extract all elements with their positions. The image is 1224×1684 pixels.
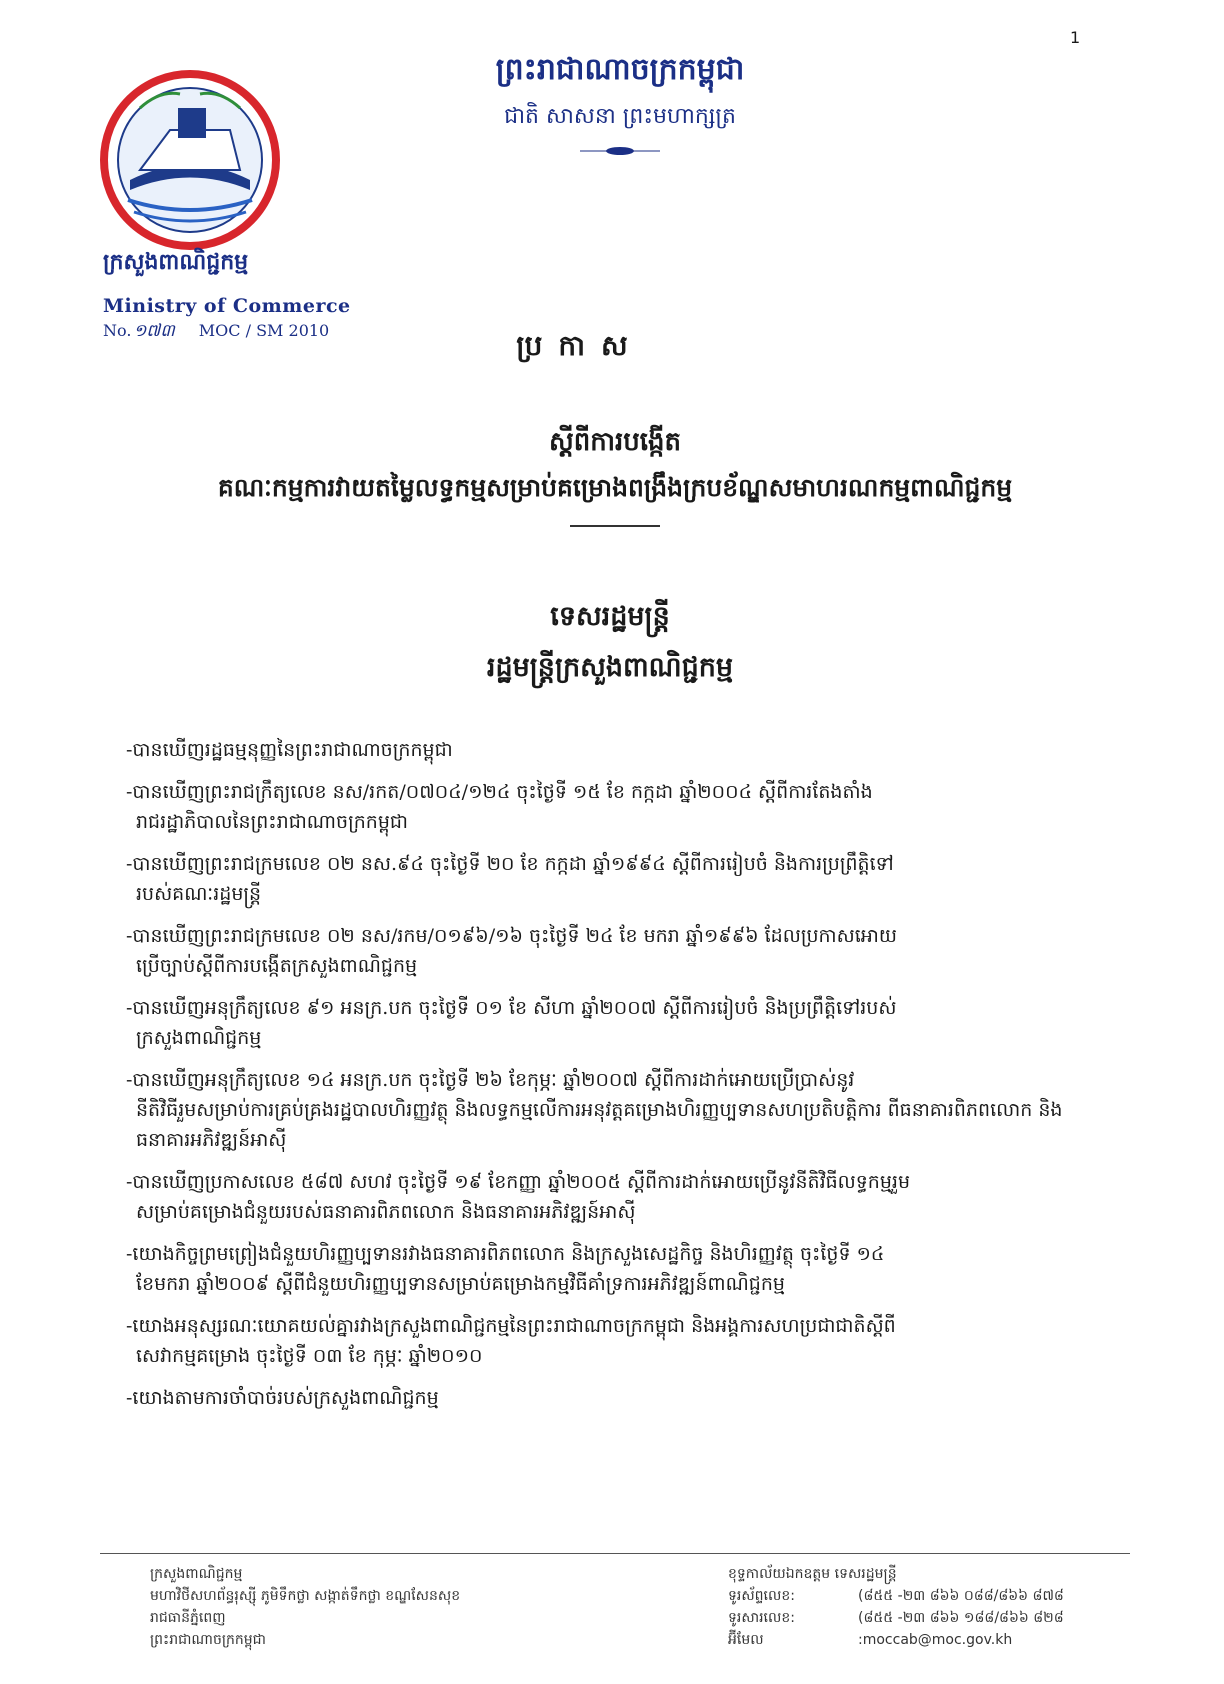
email-link[interactable]: :moccab@moc.gov.kh [858, 1632, 1013, 1648]
footer-email-row: អ៊ីមែល :moccab@moc.gov.kh [728, 1632, 1013, 1648]
list-item: -បានឃើញព្រះរាជក្រឹត្យលេខ នស/រកត/០៧០៤/១២៤ ចុះថ្ងៃទី ១៥ ខែ កក្កដា ឆ្នាំ២០០៤ ស្តីពីការតែងតាំង រាជរដ្ឋាភិបាលនៃព្រះរាជាណាចក្រកម្ពុជា [126, 781, 873, 833]
authority-line-2: រដ្ឋមន្ត្រីក្រសួងពាណិជ្ជកម្ម [486, 652, 734, 683]
ref-suffix: MOC / SM 2010 [198, 321, 330, 340]
footer-address-line: ក្រសួងពាណិជ្ជកម្ម [150, 1566, 243, 1582]
list-item: -យោងអនុស្សរណៈយោគយល់គ្នារវាងក្រសួងពាណិជ្ជកម្មនៃព្រះរាជាណាចក្រកម្ពុជា និងអង្គការសហប្រជាជាតិស្តីពី សេវាកម្មគម្រោង ចុះថ្ងៃទី ០៣ ខែ កុម្ភៈ ឆ្នាំ២០១០ [126, 1315, 896, 1367]
footer-address-line: ព្រះរាជាណាចក្រកម្ពុជា [150, 1632, 267, 1648]
ref-prefix: No. [103, 321, 132, 340]
footer-divider [100, 1553, 1130, 1554]
list-item: -បានឃើញអនុក្រឹត្យលេខ ១៤ អនក្រ.បក ចុះថ្ងៃទី ២៦ ខែកុម្ភៈ ឆ្នាំ២០០៧ ស្តីពីការដាក់អោយប្រើប្រាស់នូវ នីតិវិធីរួមសម្រាប់ការគ្រប់គ្រងរដ្ឋបាលហិរញ្ញវត្ថុ និងលទ្ធកម្មលើការអនុវត្តគម្រោងហិរញ្ញប្បទានសហប្រតិបត្តិការ ពីធនាគារពិភពលោក និងធនាគារអភិវឌ្ឍន៍អាស៊ី [126, 1069, 1063, 1151]
list-item: -យោងកិច្ចព្រមព្រៀងជំនួយហិរញ្ញប្បទានរវាងធនាគារពិភពលោក និងក្រសួងសេដ្ឋកិច្ច និងហិរញ្ញវត្ថុ ចុះថ្ងៃទី ១៤ ខែមករា ឆ្នាំ២០០៩ ស្តីពីជំនួយហិរញ្ញប្បទានសម្រាប់គម្រោងកម្មវិធីគាំទ្រការអភិវឌ្ឍន៍ពាណិជ្ជកម្ម [126, 1243, 885, 1295]
footer-address-line: មហាវិថីសហព័ន្ធរុស្ស៊ី ភូមិទឹកថ្លា សង្កាត់ទឹកថ្លា ខណ្ឌសែនសុខ [150, 1588, 461, 1604]
ref-handwritten-number: ១៧៣ [133, 321, 175, 341]
document-type: ប្រកាស [516, 329, 644, 362]
ministry-seal-icon [100, 70, 280, 250]
list-item: -បានឃើញព្រះរាជក្រមលេខ ០២ នស.៩៤ ចុះថ្ងៃទី ២០ ខែ កក្កដា ឆ្នាំ១៩៩៤ ស្តីពីការរៀបចំ និងការប្រព្រឹត្តិទៅ របស់គណៈរដ្ឋមន្ត្រី [126, 853, 894, 905]
list-item: -បានឃើញប្រកាសលេខ ៥៨៧ សហវ ចុះថ្ងៃទី ១៩ ខែកញ្ញា ឆ្នាំ២០០៥ ស្តីពីការដាក់អោយប្រើនូវនីតិវិធីលទ្ធកម្មរួម សម្រាប់គម្រោងជំនួយរបស់ធនាគារពិភពលោក និងធនាគារអភិវឌ្ឍន៍អាស៊ី [126, 1171, 911, 1223]
ministry-name-kh: ក្រសួងពាណិជ្ជកម្ម [103, 249, 249, 275]
list-item: -បានឃើញរដ្ឋធម្មនុញ្ញនៃព្រះរាជាណាចក្រកម្ពុជា [126, 739, 453, 761]
footer-address [150, 1563, 460, 1651]
ministry-name-en: Ministry of Commerce [103, 295, 351, 317]
page-number: 1 [1070, 28, 1081, 47]
subject-divider [570, 525, 660, 527]
list-item: -បានឃើញព្រះរាជក្រមលេខ ០២ នស/រកម/០១៩៦/១៦ ចុះថ្ងៃទី ២៤ ខែ មករា ឆ្នាំ១៩៩៦ ដែលប្រកាសអោយ ប្រើច្បាប់ស្តីពីការបង្កើតក្រសួងពាណិជ្ជកម្ម [126, 925, 897, 977]
national-motto: ជាតិ សាសនា ព្រះមហាក្សត្រ [504, 104, 736, 129]
ornament-divider-icon [580, 142, 660, 154]
footer-contact-title: ខុទ្ទកាល័យឯកឧត្តម ទេសរដ្ឋមន្ត្រី [728, 1566, 897, 1582]
subject-line-2: គណៈកម្មការវាយតម្លៃលទ្ធកម្មសម្រាប់គម្រោងពង្រឹងក្របខ័ណ្ឌសមាហរណកម្មពាណិជ្ជកម្ម [217, 473, 1013, 502]
authority-block [300, 600, 920, 690]
subject-line-1: ស្តីពីការបង្កើត [548, 427, 682, 457]
kingdom-title: ព្រះរាជាណាចក្រកម្ពុជា [495, 52, 745, 87]
footer-address-line: រាជធានីភ្នំពេញ [150, 1610, 226, 1626]
authority-line-1: ទេសរដ្ឋមន្ត្រី [550, 601, 670, 632]
reference-number [103, 320, 329, 345]
subject-block [80, 425, 1150, 527]
preamble-list [126, 735, 1076, 1425]
kingdom-header [360, 50, 880, 154]
footer-contact [728, 1563, 1064, 1651]
footer-phone-row: ទូរស័ព្ទលេខ: (៨៥៥ -២៣ ៨៦៦ ០៨៨/៨៦៦ ៨៧៨ [728, 1588, 1064, 1604]
footer-fax-row: ទូរសារលេខ: (៨៥៥ -២៣ ៨៦៦ ១៨៨/៨៦៦ ៨២៨ [728, 1610, 1064, 1626]
list-item: -បានឃើញអនុក្រឹត្យលេខ ៩១ អនក្រ.បក ចុះថ្ងៃទី ០១ ខែ សីហា ឆ្នាំ២០០៧ ស្តីពីការរៀបចំ និងប្រព្រឹត្តិទៅរបស់ ក្រសួងពាណិជ្ជកម្ម [126, 997, 897, 1049]
list-item: -យោងតាមការចាំបាច់របស់ក្រសួងពាណិជ្ជកម្ម [126, 1387, 439, 1409]
